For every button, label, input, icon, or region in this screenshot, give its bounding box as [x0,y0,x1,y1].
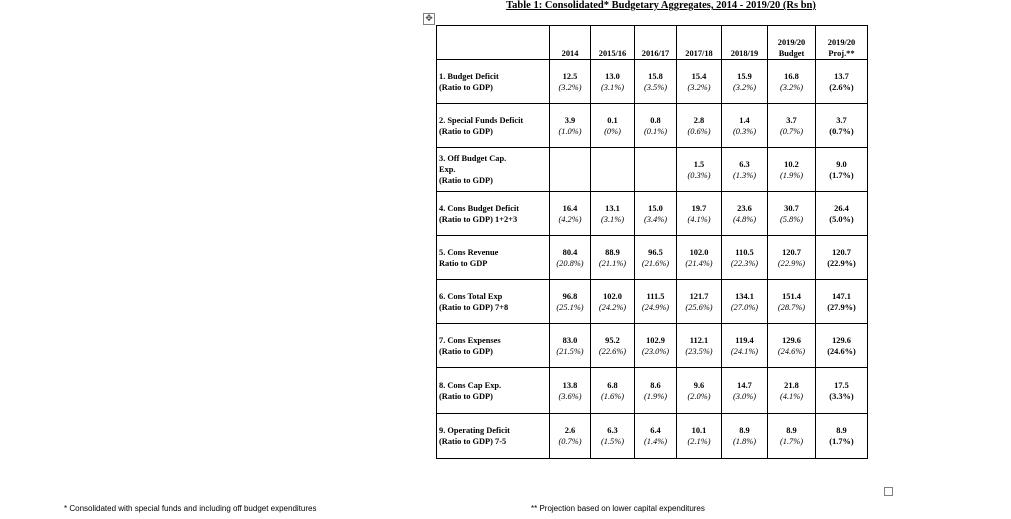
row-label [437,280,550,324]
cell-value: 102.0 [689,247,709,257]
value-cell [635,60,677,104]
cell-ratio: (2.0%) [687,391,711,401]
value-cell [722,280,768,324]
column-header: 2014 [550,26,591,60]
value-cell [635,414,677,459]
cell-value: 8.9 [739,426,750,435]
cell-value: 10.2 [784,159,799,169]
cell-value: 96.8 [562,291,578,301]
table-row [437,368,868,414]
table-title: Table 1: Consolidated* Budgetary Aggregates, 2014 - 2019/20 (Rs bn) [506,0,816,11]
column-header: 2017/18 [677,26,722,60]
row-label-line: 6. Cons Total Exp [439,291,503,301]
cell-value: 19.7 [691,203,707,213]
value-cell [635,236,677,280]
row-label [437,368,550,414]
value-cell [768,280,816,324]
cell-ratio: (3.2%) [732,82,757,92]
row-label-line: Ratio to GDP [439,258,488,268]
column-header: 2015/16 [591,26,635,60]
cell-value: 10.1 [691,426,707,435]
value-cell [550,104,591,148]
cell-ratio: (24.9%) [641,302,670,312]
value-cell [768,236,816,280]
cell-ratio: (3.6%) [558,391,582,401]
cell-ratio: (0%) [604,126,621,136]
cell-ratio: (0.7%) [558,437,582,446]
value-cell [550,368,591,414]
cell-ratio: (1.7%) [829,170,854,180]
row-label-line: (Ratio to GDP) [439,82,493,92]
cell-ratio: (1.3%) [732,170,757,180]
value-cell [816,60,868,104]
row-label-line: (Ratio to GDP) 7-5 [439,437,507,446]
header-corner-cell [437,26,550,60]
value-cell [722,414,768,459]
value-cell [816,192,868,236]
value-cell [768,192,816,236]
value-cell [550,192,591,236]
value-cell [550,414,591,459]
value-cell [550,148,591,192]
cell-value: 13.0 [605,71,620,81]
cell-ratio: (5.8%) [779,214,804,224]
table-row [437,192,868,236]
cell-ratio: (24.6%) [827,346,856,356]
column-header: 2019/20 Proj.** [816,26,868,60]
cell-value: 83.0 [562,335,578,345]
cell-ratio: (1.9%) [643,391,668,401]
cell-value: 13.7 [834,71,849,81]
cell-ratio: (4.8%) [732,214,757,224]
value-cell [768,414,816,459]
cell-value: 9.6 [693,380,705,390]
cell-ratio: (25.6%) [685,302,713,312]
cell-value: 111.5 [646,291,665,301]
value-cell [635,148,677,192]
value-cell [635,368,677,414]
value-cell [635,104,677,148]
cell-ratio: (1.7%) [829,437,854,446]
value-cell [768,104,816,148]
row-label [437,104,550,148]
value-cell [635,192,677,236]
cell-value: 9.0 [836,159,847,169]
row-label-line: 4. Cons Budget Deficit [439,203,520,213]
value-cell [677,280,722,324]
cell-value: 102.0 [603,291,622,301]
cell-value: 134.1 [735,291,754,301]
row-label [437,414,550,459]
cell-ratio: (0.6%) [687,126,711,136]
row-label-line: (Ratio to GDP) [439,346,493,356]
cell-ratio: (0.3%) [732,126,757,136]
cell-ratio: (21.1%) [598,258,627,268]
cell-ratio: (25.1%) [556,302,584,312]
value-cell [816,148,868,192]
value-cell [591,192,635,236]
table-row [437,324,868,368]
value-cell [816,324,868,368]
cell-ratio: (22.6%) [598,346,627,356]
value-cell [722,148,768,192]
cell-value: 15.9 [737,71,752,81]
row-label-line: 7. Cons Expenses [439,335,501,345]
row-label-line: (Ratio to GDP) [439,126,493,136]
cell-ratio: (24.1%) [730,346,759,356]
cell-value: 120.7 [782,247,801,257]
cell-ratio: (3.2%) [687,82,711,92]
cell-value: 95.2 [605,335,620,345]
row-label-line: (Ratio to GDP) [439,391,493,401]
cell-ratio: (1.9%) [779,170,804,180]
cell-value: 151.4 [782,291,801,301]
row-label-line: Exp. [439,165,456,174]
column-header: 2016/17 [635,26,677,60]
row-label [437,148,550,192]
row-label-line: 1. Budget Deficit [439,71,499,81]
row-label-line: (Ratio to GDP) [439,176,493,185]
cell-value: 14.7 [737,380,752,390]
column-header: 2018/19 [722,26,768,60]
row-label-line: 8. Cons Cap Exp. [439,380,502,390]
cell-ratio: (24.6%) [777,346,806,356]
value-cell [677,148,722,192]
value-cell [677,324,722,368]
value-cell [677,104,722,148]
value-cell [768,148,816,192]
cell-value: 1.5 [693,159,705,169]
cell-value: 129.6 [782,335,801,345]
value-cell [722,104,768,148]
cell-value: 88.9 [605,247,620,257]
cell-ratio: (23.5%) [685,346,713,356]
cell-value: 96.5 [648,247,663,257]
cell-value: 110.5 [735,247,754,257]
value-cell [722,192,768,236]
cell-ratio: (5.0%) [829,214,854,224]
cell-value: 102.9 [646,335,665,345]
move-icon[interactable]: ✥ [423,13,435,25]
cell-value: 16.8 [784,71,799,81]
cell-value: 26.4 [834,203,849,213]
cell-ratio: (1.4%) [643,437,668,446]
cell-ratio: (20.8%) [556,258,584,268]
cell-ratio: (3.1%) [600,214,625,224]
cell-value: 121.7 [689,291,709,301]
resize-handle-icon[interactable] [884,487,893,496]
value-cell [591,368,635,414]
cell-ratio: (1.8%) [732,437,757,446]
cell-ratio: (4.1%) [779,391,804,401]
row-label-line: 9. Operating Deficit [439,426,510,435]
cell-value: 3.9 [564,115,576,125]
footnote-projection: ** Projection based on lower capital expenditures [531,504,705,513]
value-cell [816,236,868,280]
value-cell [677,368,722,414]
cell-value: 13.8 [562,380,578,390]
value-cell [591,104,635,148]
cell-ratio: (4.2%) [558,214,582,224]
cell-value: 2.6 [564,426,576,435]
cell-value: 17.5 [834,380,849,390]
cell-value: 1.4 [739,115,750,125]
value-cell [677,236,722,280]
cell-value: 12.5 [562,71,578,81]
cell-ratio: (1.5%) [600,437,625,446]
value-cell [550,324,591,368]
cell-ratio: (3.4%) [643,214,668,224]
cell-value: 147.1 [832,291,851,301]
value-cell [677,60,722,104]
row-label-line: 3. Off Budget Cap. [439,154,507,163]
cell-ratio: (3.2%) [558,82,582,92]
cell-ratio: (28.7%) [777,302,806,312]
cell-value: 3.7 [786,115,797,125]
value-cell [722,368,768,414]
value-cell [591,236,635,280]
cell-value: 80.4 [562,247,578,257]
cell-ratio: (3.1%) [600,82,625,92]
cell-ratio: (0.7%) [829,126,854,136]
value-cell [550,236,591,280]
cell-ratio: (22.3%) [730,258,759,268]
cell-ratio: (2.1%) [687,437,711,446]
row-label [437,192,550,236]
cell-value: 8.9 [836,426,847,435]
cell-ratio: (2.6%) [829,82,854,92]
cell-value: 119.4 [735,335,754,345]
value-cell [550,60,591,104]
value-cell [677,192,722,236]
row-label-line: 2. Special Funds Deficit [439,115,524,125]
cell-ratio: (22.9%) [777,258,806,268]
value-cell [722,324,768,368]
cell-ratio: (1.7%) [779,437,804,446]
table-row [437,104,868,148]
cell-value: 23.6 [737,203,752,213]
cell-value: 13.1 [605,203,620,213]
value-cell [816,414,868,459]
cell-ratio: (21.4%) [685,258,713,268]
column-header: 2019/20 Budget [768,26,816,60]
cell-ratio: (1.6%) [600,391,625,401]
cell-ratio: (0.3%) [687,170,711,180]
value-cell [768,368,816,414]
value-cell [816,104,868,148]
table-header-row [437,26,868,60]
cell-value: 129.6 [832,335,851,345]
value-cell [550,280,591,324]
value-cell [635,280,677,324]
cell-value: 0.1 [607,115,618,125]
cell-ratio: (3.0%) [732,391,757,401]
cell-value: 120.7 [832,247,851,257]
cell-ratio: (23.0%) [641,346,670,356]
cell-ratio: (0.7%) [779,126,804,136]
cell-ratio: (21.6%) [641,258,670,268]
value-cell [816,368,868,414]
budget-table [436,25,868,459]
table-row [437,236,868,280]
cell-ratio: (3.5%) [643,82,668,92]
cell-ratio: (3.3%) [829,391,854,401]
row-label-line: (Ratio to GDP) 1+2+3 [439,214,518,224]
value-cell [768,324,816,368]
table-row [437,60,868,104]
table-row [437,148,868,192]
cell-ratio: (27.0%) [730,302,759,312]
value-cell [722,236,768,280]
table-row [437,414,868,459]
footnote-consolidated: * Consolidated with special funds and including off budget expenditures [64,504,317,513]
value-cell [591,414,635,459]
cell-value: 6.4 [650,426,661,435]
value-cell [635,324,677,368]
cell-value: 6.3 [607,426,618,435]
cell-value: 16.4 [562,203,578,213]
cell-value: 21.8 [784,380,799,390]
cell-value: 30.7 [784,203,799,213]
cell-ratio: (0.1%) [643,126,668,136]
cell-value: 6.8 [607,380,618,390]
cell-value: 15.8 [648,71,663,81]
value-cell [591,60,635,104]
cell-ratio: (27.9%) [827,302,856,312]
cell-value: 2.8 [693,115,705,125]
cell-value: 0.8 [650,115,661,125]
cell-ratio: (24.2%) [598,302,627,312]
value-cell [677,414,722,459]
cell-value: 6.3 [739,159,750,169]
cell-ratio: (3.2%) [779,82,804,92]
row-label [437,236,550,280]
row-label [437,60,550,104]
cell-value: 3.7 [836,115,847,125]
value-cell [816,280,868,324]
cell-value: 112.1 [689,335,709,345]
row-label-line: (Ratio to GDP) 7+8 [439,302,509,312]
value-cell [591,148,635,192]
cell-ratio: (22.9%) [827,258,856,268]
cell-value: 8.6 [650,380,661,390]
cell-ratio: (21.5%) [556,346,584,356]
cell-value: 15.4 [691,71,707,81]
row-label [437,324,550,368]
cell-value: 8.9 [786,426,797,435]
value-cell [768,60,816,104]
cell-ratio: (1.0%) [558,126,582,136]
value-cell [591,280,635,324]
value-cell [591,324,635,368]
value-cell [722,60,768,104]
table-row [437,280,868,324]
cell-ratio: (4.1%) [687,214,711,224]
row-label-line: 5. Cons Revenue [439,247,499,257]
cell-value: 15.0 [648,203,663,213]
